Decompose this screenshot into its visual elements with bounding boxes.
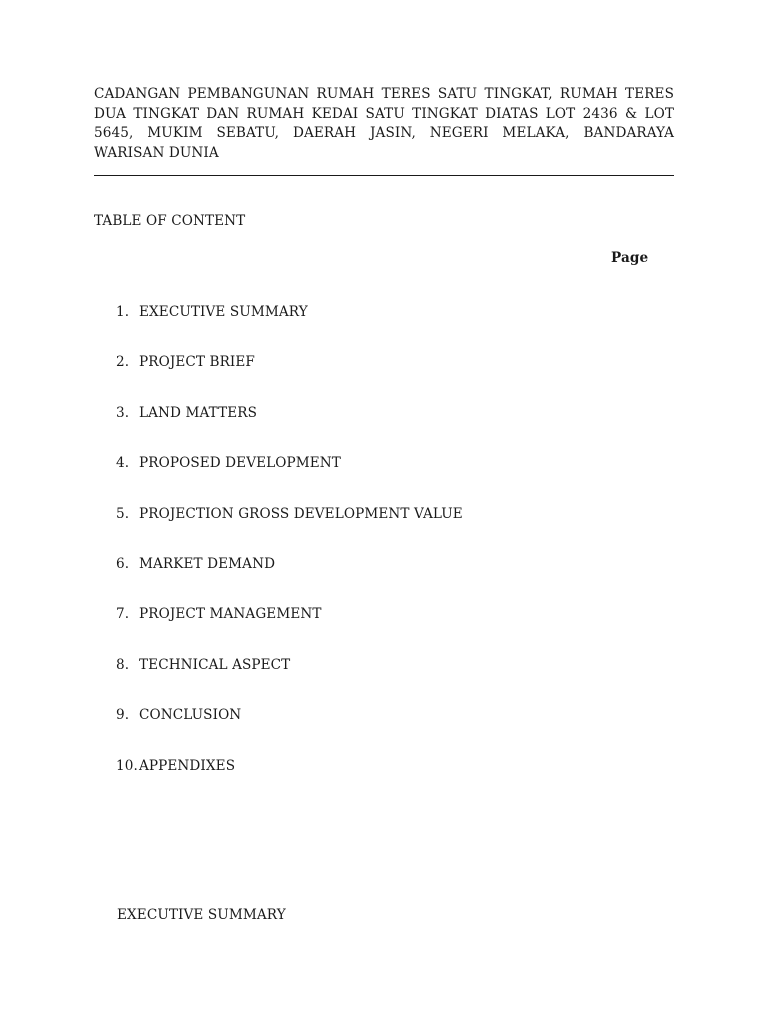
toc-item	[116, 506, 463, 556]
toc-item	[116, 304, 463, 354]
toc-item-label: PROJECTION GROSS DEVELOPMENT VALUE	[139, 505, 463, 522]
toc-item-label: PROPOSED DEVELOPMENT	[139, 455, 341, 472]
toc-item	[116, 354, 463, 404]
toc-heading: TABLE OF CONTENT	[94, 213, 246, 229]
toc-item-number: 6.	[116, 555, 130, 572]
toc-item-number: 9.	[116, 707, 130, 724]
toc-item-number: 4.	[116, 455, 130, 472]
title-divider	[94, 175, 674, 176]
document-title: CADANGAN PEMBANGUNAN RUMAH TERES SATU TINGKAT, RUMAH TERES DUA TINGKAT DAN RUMAH KEDAI SATU TINGKAT DIATAS LOT 2436 & LOT 5645, MUKIM SEBATU, DAERAH JASIN, NEGERI MELAKA, BANDARAYA WARISAN DUNIA	[94, 86, 674, 161]
toc-item	[116, 455, 463, 505]
toc-item-label: MARKET DEMAND	[139, 555, 276, 572]
toc-item-label: LAND MATTERS	[139, 404, 258, 421]
toc-item-number: 5.	[116, 505, 130, 522]
toc-item-label: PROJECT MANAGEMENT	[139, 606, 322, 623]
toc-item-label: EXECUTIVE SUMMARY	[139, 304, 308, 320]
toc-item-label: CONCLUSION	[139, 707, 242, 724]
toc-item-number: 3.	[116, 404, 130, 421]
toc-item-number: 7.	[116, 606, 130, 623]
toc-item-number: 8.	[116, 656, 130, 673]
section-heading-executive-summary: EXECUTIVE SUMMARY	[117, 907, 286, 923]
toc-item	[116, 606, 463, 656]
toc-item	[116, 405, 463, 455]
toc-item	[116, 657, 463, 707]
toc-item	[116, 556, 463, 606]
toc-page-column-label: Page	[611, 250, 649, 266]
toc-list	[116, 304, 463, 808]
toc-item-label: TECHNICAL ASPECT	[139, 656, 291, 673]
toc-item	[116, 707, 463, 757]
toc-item-number: 2.	[116, 354, 130, 371]
toc-item-number: 10.	[116, 757, 138, 774]
toc-item	[116, 758, 463, 808]
toc-item-label: APPENDIXES	[139, 757, 236, 774]
toc-item-label: PROJECT BRIEF	[139, 354, 255, 371]
toc-item-number: 1.	[116, 304, 130, 320]
